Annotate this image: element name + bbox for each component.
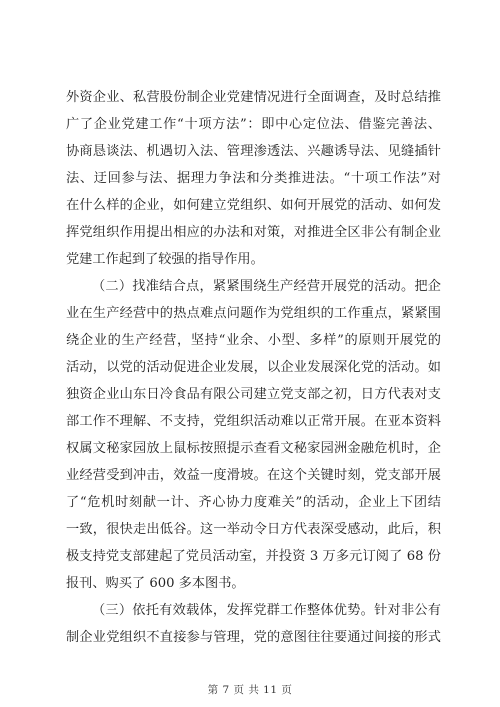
text-line: 活动，以党的活动促进企业发展，以企业发展深化党的活动。如 bbox=[66, 360, 441, 375]
page-footer: 第 7 页 共 11 页 bbox=[207, 684, 293, 696]
text-line: 广了企业党建工作“十项方法”：即中心定位法、借鉴完善法、 bbox=[66, 117, 441, 132]
text-line: 协商恳谈法、机遇切入法、管理渗透法、兴趣诱导法、见缝插针 bbox=[66, 144, 441, 159]
text-line: 业经营受到冲击，效益一度滑坡。在这个关键时刻，党支部开展 bbox=[66, 468, 441, 483]
paragraph-heading-line: （二）找准结合点，紧紧围绕生产经营开展党的活动。把企 bbox=[92, 279, 441, 294]
text-line: 绕企业的生产经营，坚持“业余、小型、多样”的原则开展党的 bbox=[66, 333, 441, 348]
document-body bbox=[66, 84, 441, 651]
text-line: 部工作不理解、不支持，党组织活动难以正常开展。在亚本资料 bbox=[66, 414, 441, 429]
text-line: 挥党组织作用提出相应的办法和对策，对推进全区非公有制企业 bbox=[66, 225, 441, 240]
text-line: 一致，很快走出低谷。这一举动令日方代表深受感动，此后，积 bbox=[66, 522, 441, 537]
text-line: 制企业党组织不直接参与管理，党的意图往往要通过间接的形式 bbox=[66, 630, 441, 645]
text-line: 了“危机时刻献一计、齐心协力度难关”的活动，企业上下团结 bbox=[66, 495, 441, 510]
text-line: 独资企业山东日冷食品有限公司建立党支部之初，日方代表对支 bbox=[66, 387, 441, 402]
text-line: 在什么样的企业，如何建立党组织、如何开展党的活动、如何发 bbox=[66, 198, 441, 213]
text-line: 法、迂回参与法、据理力争法和分类推进法。“十项工作法”对 bbox=[66, 171, 441, 186]
text-line: 极支持党支部建起了党员活动室，并投资 3 万多元订阅了 68 份 bbox=[66, 549, 441, 564]
text-line: 报刊、购买了 600 多本图书。 bbox=[66, 576, 245, 591]
text-line: 外资企业、私营股份制企业党建情况进行全面调查，及时总结推 bbox=[66, 90, 441, 105]
text-line: 党建工作起到了较强的指导作用。 bbox=[66, 252, 264, 267]
paragraph-heading-line: （三）依托有效载体，发挥党群工作整体优势。针对非公有 bbox=[92, 603, 441, 618]
text-line: 业在生产经营中的热点难点问题作为党组织的工作重点，紧紧围 bbox=[66, 306, 441, 321]
text-line: 权属文秘家园放上鼠标按照提示查看文秘家园洲金融危机时，企 bbox=[66, 441, 441, 456]
